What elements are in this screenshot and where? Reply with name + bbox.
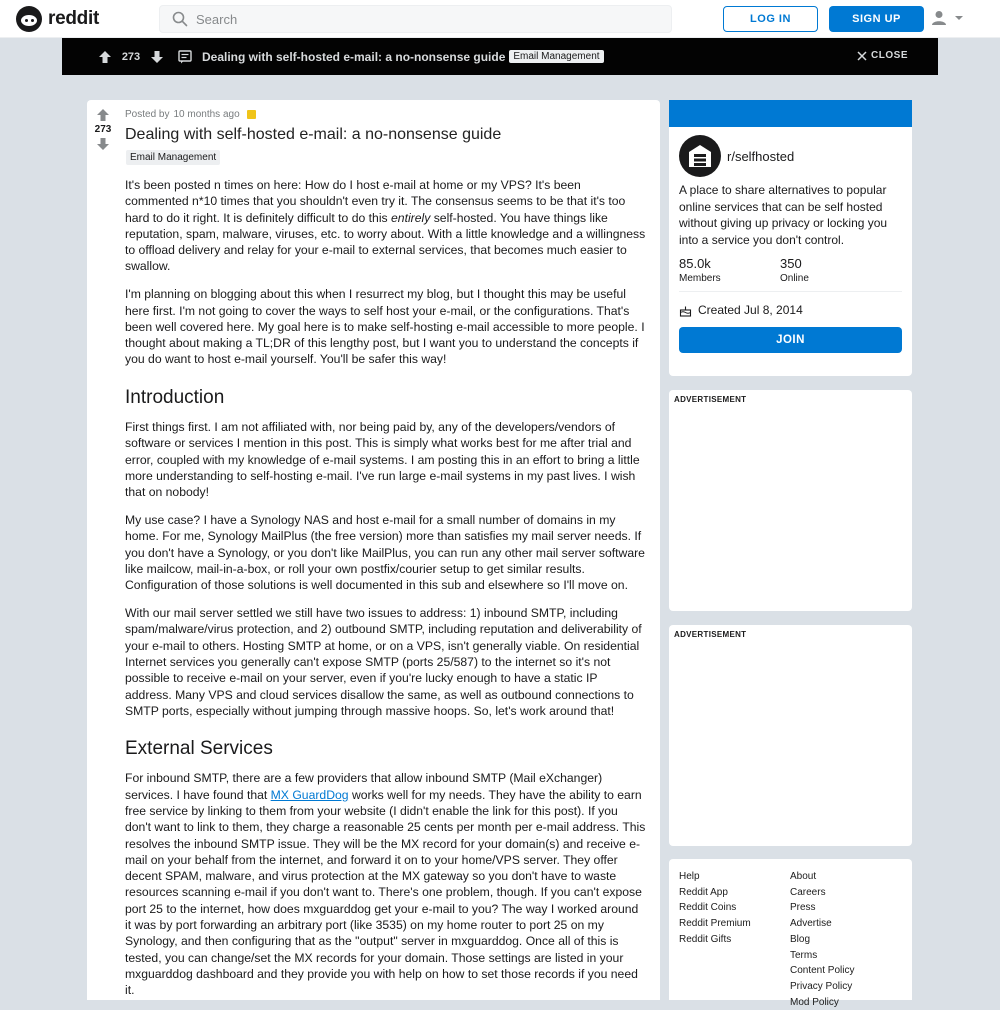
footer-link[interactable]: Terms (790, 949, 818, 961)
search-icon (172, 11, 188, 27)
chevron-down-icon (954, 13, 964, 23)
heading-external-services: External Services (125, 738, 273, 760)
paragraph (125, 770, 647, 998)
footer-link[interactable]: Careers (790, 886, 826, 898)
text-run: self-hosted. You have things like reputation, spam, malware, viruses, etc. to worry about. With a little knowledge and a willingness to offload delivery and relay for your e-mail to external services, that becomes much easier to swallow. (125, 210, 646, 274)
online-count: 350 (780, 256, 802, 271)
footer-link[interactable]: Press (790, 902, 816, 914)
post-card (87, 100, 660, 1000)
paragraph (125, 177, 647, 275)
close-label: CLOSE (871, 50, 908, 61)
footer-link[interactable]: Advertise (790, 918, 832, 930)
post-content (125, 177, 647, 999)
post-text-icon (178, 50, 192, 64)
text-run: For inbound SMTP, there are a few providers that allow inbound SMTP (Mail eXchanger) services. I have found that (125, 771, 603, 802)
community-name[interactable]: r/selfhosted (727, 148, 795, 164)
post-score: 273 (94, 124, 112, 135)
post-timestamp[interactable]: 10 months ago (173, 108, 240, 120)
footer-column-2 (790, 869, 901, 1010)
search-input[interactable] (196, 12, 636, 27)
members-count: 85.0k (679, 256, 711, 271)
text-run: It's been posted n times on here: How do I host e-mail at home or my VPS? It's been commented n*10 times that you shouldn't even try it. The consensus seems to be that it's too hard to do it right. It is definitely difficult to do this (125, 178, 626, 225)
community-banner (669, 100, 912, 127)
paragraph: I'm planning on blogging about this when I resurrect my blog, but I thought this may be useful here first. I'm not going to cover the ways to self host your e-mail, or the configurations. That's been well covered here. My goal here is to make self-hosting e-mail accessible to more people. I thought about making a TL;DR of this lengthy post, but I want you to understand the concepts if you do want to host e-mail yourself. You'll be safer this way! (125, 287, 645, 367)
footer-link[interactable]: Reddit Coins (679, 902, 737, 914)
server-icon (685, 141, 715, 171)
community-card (669, 100, 912, 376)
post-body (125, 107, 647, 1010)
emphasis-text: entirely (391, 210, 431, 225)
text-run: works well for my needs. They have the ability to earn free service by linking to them from your website (I didn't enable the link for this post). If you don't want to link to them, they charge a reasonable 25 cents per month per e-mail address. This resolves the inbound SMTP issue. They will be the MX record for your domain(s) and receive e-mail on your behalf from the internet, and forward it on to your home/VPS server. They offer decent SPAM, malware, and virus protection at the MX gateway so you don't have to waste resources scanning e-mail if you don't want to. There's one problem, though. If you can't expose port 25 to the internet, how does mxguarddog get your e-mail to you? The way I worked around it was by port forwarding an arbitrary port (like 3535) on my home router to port 25 on my Synology, and then configuring that as the "output" server in mxguarddog. Once all of this is tested, you can change/set the MX records for your domain. Those settings are listed in your mxguarddog dashboard and they provide you with help on how to set those records if you need it. (125, 787, 646, 998)
paragraph: With our mail server settled we still have two issues to address: 1) inbound SMTP, including spam/malware/virus protection, and 2) outbound SMTP, including reputation and deliverability of your e-mail to others. Hosting SMTP at home, or on a VPS, isn't generally viable. On residential Internet services you generally can't expose SMTP (ports 25/587) to the internet so it's not possible to receive e-mail on your server, even if you're lucky enough to have a static IP address. Many VPS and cloud services disallow the same, as well as outbound connections to SMTP ports, especially without jumping through massive hoops. So, let's work around that! (125, 606, 642, 718)
meta-prefix: Posted by (125, 108, 170, 120)
post-bar-score: 273 (121, 50, 141, 63)
community-description: A place to share alternatives to popular online services that can be self hosted without giving up privacy or locking you into a service you don't control. (679, 183, 888, 247)
post-bar-title: Dealing with self-hosted e-mail: a no-nonsense guide (202, 49, 506, 64)
footer-link[interactable]: Blog (790, 933, 811, 945)
footer-column-1 (679, 869, 790, 1010)
advertisement-slot (669, 390, 912, 611)
community-stats (669, 248, 912, 284)
footer-link[interactable]: About (790, 871, 817, 882)
created-text: Created Jul 8, 2014 (698, 303, 803, 317)
reddit-logo-icon (16, 6, 42, 32)
vote-column (87, 108, 119, 151)
close-icon (857, 51, 867, 61)
search-bar[interactable] (159, 5, 672, 33)
footer-links-card (669, 859, 912, 1008)
downvote-icon[interactable] (150, 50, 164, 64)
upvote-icon[interactable] (96, 108, 110, 122)
online-label: Online (780, 273, 809, 284)
advertisement-label: ADVERTISEMENT (674, 395, 747, 404)
close-button[interactable] (857, 50, 908, 61)
advertisement-slot (669, 625, 912, 846)
user-icon (930, 9, 948, 27)
join-button[interactable]: JOIN (679, 327, 902, 353)
footer-link[interactable]: Reddit Gifts (679, 933, 732, 945)
login-button[interactable]: LOG IN (723, 6, 818, 32)
reddit-logo[interactable] (16, 6, 99, 32)
post-bar-flair[interactable]: Email Management (509, 50, 603, 63)
footer-link[interactable]: Privacy Policy (790, 980, 853, 992)
post-overlay-header (62, 38, 938, 75)
paragraph: First things first. I am not affiliated with, nor being paid by, any of the developers/vendors of software or services I mention in this post. This is simply what works best for me after trial and error, coupled with my knowledge of e-mail systems. I am posting this in an effort to bring a little more understanding to self-hosting e-mail. I've run large e-mail systems in my past lives. I wish that on nobody! (125, 420, 640, 500)
signup-button[interactable]: SIGN UP (829, 6, 924, 32)
user-menu-button[interactable] (930, 9, 964, 27)
footer-link[interactable]: Content Policy (790, 965, 855, 977)
footer-link[interactable]: Reddit Premium (679, 918, 751, 930)
post-meta (125, 107, 647, 121)
downvote-icon[interactable] (96, 137, 110, 151)
footer-link[interactable]: Help (679, 871, 700, 882)
heading-introduction: Introduction (125, 386, 225, 408)
advertisement-label: ADVERTISEMENT (674, 630, 747, 639)
post-title: Dealing with self-hosted e-mail: a no-nonsense guide (125, 126, 502, 143)
cake-icon (679, 304, 692, 317)
mx-guarddog-link[interactable]: MX GuardDog (270, 787, 349, 802)
footer-link[interactable]: Reddit App (679, 886, 728, 898)
community-avatar[interactable] (679, 135, 721, 177)
created-date (669, 292, 912, 317)
footer-link[interactable]: Mod Policy (790, 996, 839, 1008)
post-flair[interactable]: Email Management (126, 150, 220, 165)
paragraph: My use case? I have a Synology NAS and host e-mail for a small number of domains in my home. For me, Synology MailPlus (the free version) more than satisfies my mail server needs. If you don't have a Synology, or you don't like MailPlus, you can run any other mail server software like mailcow, mail-in-a-box, or roll your own postfix/courier setup to get similar results. Configuration of those solutions is well documented in this sub and elsewhere so I'll move on. (125, 513, 645, 593)
top-header (0, 0, 1000, 38)
brand-name: reddit (48, 8, 99, 29)
award-icon (247, 110, 256, 119)
upvote-icon[interactable] (98, 50, 112, 64)
members-label: Members (679, 273, 721, 284)
